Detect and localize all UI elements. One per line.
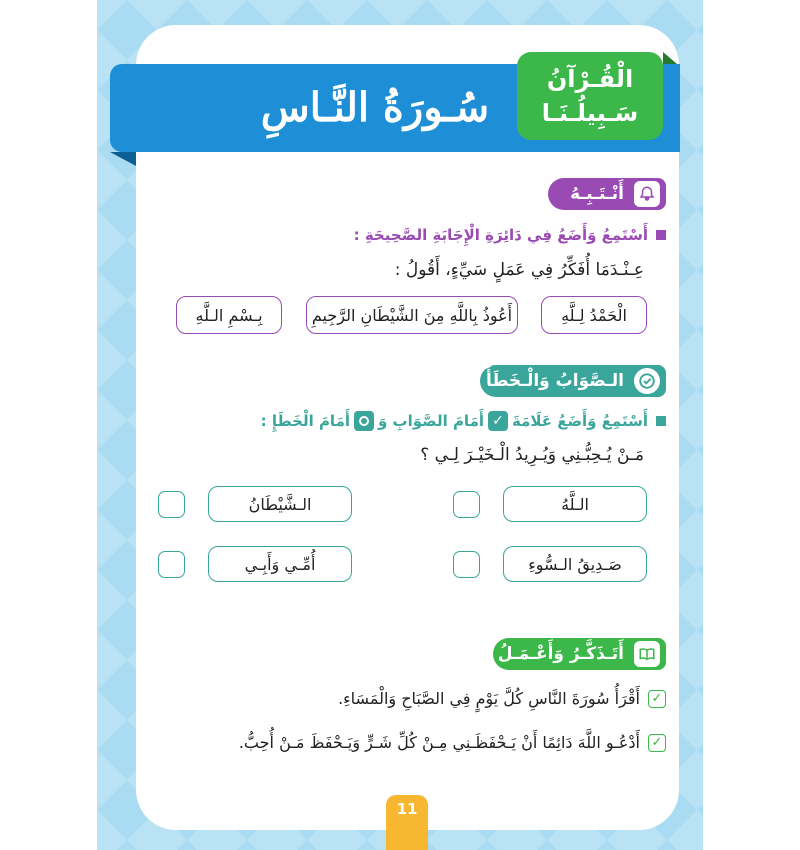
listen-instruction — [354, 226, 666, 244]
check-mark-icon: ✓ — [488, 411, 508, 431]
book-title-tag — [517, 52, 663, 140]
section-tf-title: الـصَّوَابُ وَالْـخَطَأُ — [485, 371, 624, 391]
section-remember-title: أَتَـذَكَّـرُ وَأَعْـمَـلُ — [497, 644, 624, 664]
tf-question: مَـنْ يُـحِبُّـنِي وَيُـرِيدُ الْـخَيْـرَ لِـي ؟ — [420, 445, 644, 465]
section-listen-heading — [548, 178, 666, 210]
section-remember-heading — [493, 638, 666, 670]
ribbon-fold — [110, 152, 136, 166]
check-circle-icon — [634, 368, 660, 394]
check-icon: ✓ — [648, 734, 666, 752]
book-icon — [634, 641, 660, 667]
tf-checkbox-allah[interactable] — [453, 491, 480, 518]
tf-checkbox-shaitan[interactable] — [158, 491, 185, 518]
circle-mark-icon — [354, 411, 374, 431]
section-tf-heading — [480, 365, 666, 397]
bell-icon — [634, 181, 660, 207]
tf-option-shaitan: الـشَّيْطَانُ — [208, 486, 352, 522]
listen-question: عِـنْـدَمَا أُفَكِّرُ فِي عَمَلٍ سَيِّءٍ، أَقُولُ : — [394, 260, 644, 280]
check-icon: ✓ — [648, 690, 666, 708]
remember-line-2-text: أَدْعُـو اللَّهَ دَائِمًا أَنْ يَـحْفَظَـنِي مِـنْ كُلِّ شَـرٍّ وَيَـحْفَظَ مَـنْ أُحِبُّ. — [238, 733, 640, 752]
choice-audhubillah[interactable]: أَعُوذُ بِاللَّهِ مِنَ الشَّيْطَانِ الرَّجِيمِ — [306, 296, 518, 334]
page-number: 11 — [386, 795, 428, 850]
tf-checkbox-bad-friend[interactable] — [453, 551, 480, 578]
bullet-square — [656, 230, 666, 240]
section-listen-title: أَنْـتَـبِـهُ — [570, 184, 624, 204]
tag-fold — [663, 52, 677, 64]
tf-option-bad-friend: صَـدِيقُ الـسُّوءِ — [503, 546, 647, 582]
tf-option-allah: الـلَّهُ — [503, 486, 647, 522]
remember-line-1 — [338, 689, 666, 708]
book-title-line2: سَـبِيلُـنَـا — [541, 99, 639, 127]
tf-instruction — [261, 411, 666, 431]
remember-line-1-text: أَقْرَأُ سُورَةَ النَّاسِ كُلَّ يَوْمٍ فِي الصَّبَاحِ وَالْمَسَاءِ. — [338, 689, 640, 708]
listen-instruction-text: أَسْتَمِعُ وَأَضَعُ فِي دَائِرَةِ الْإِجَابَةِ الصَّحِيحَةِ : — [353, 226, 648, 244]
choice-alhamdulillah[interactable]: الْحَمْدُ لِـلَّهِ — [541, 296, 647, 334]
tf-instruction-part3: أَمَامَ الْخَطَإِ : — [260, 412, 350, 430]
tf-option-parents: أُمِّـي وَأَبِـي — [208, 546, 352, 582]
tf-instruction-part2: أَمَامَ الصَّوَابِ وَ — [378, 412, 484, 430]
bullet-square — [656, 416, 666, 426]
tf-checkbox-parents[interactable] — [158, 551, 185, 578]
tf-instruction-part1: أَسْتَمِعُ وَأَضَعُ عَلَامَةَ — [512, 412, 648, 430]
book-title-line1: الْقُـرْآنُ — [546, 65, 634, 93]
surah-title: سُـورَةُ النَّـاسِ — [260, 84, 490, 131]
choice-bismillah[interactable]: بِـسْمِ الـلَّهِ — [176, 296, 282, 334]
remember-line-2 — [239, 733, 666, 752]
